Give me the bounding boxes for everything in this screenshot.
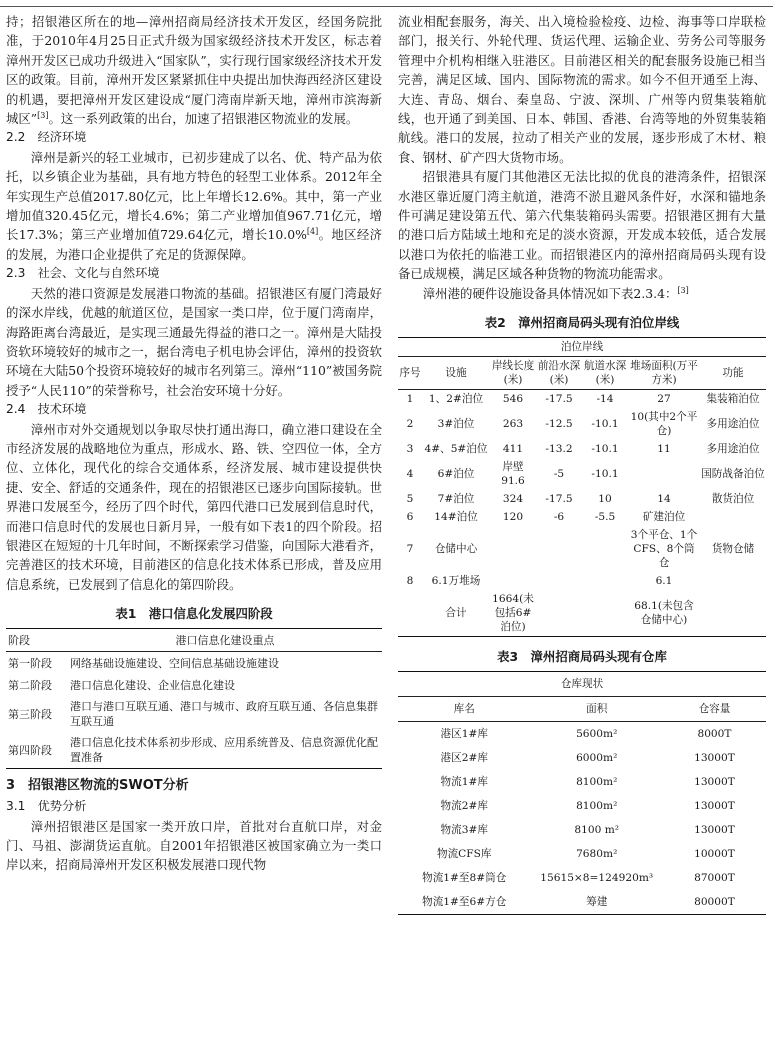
table-cell: 物流1#库 (440, 776, 488, 789)
paragraph-text: 漳州港的硬件设施设备具体情况如下表2.3.4： (422, 285, 678, 301)
table-cell (700, 572, 766, 590)
table-cell: 10 (598, 493, 612, 506)
table-header: 堆场面积(万平方米) (628, 357, 700, 390)
table-row (398, 440, 766, 458)
table-cell: -5.5 (594, 511, 616, 524)
table-cell: 546 (502, 393, 524, 406)
section-heading: 3 招银港区物流的SWOT分析 (6, 778, 189, 794)
table-1 (6, 628, 382, 769)
table-cell (536, 590, 582, 637)
table-cell: -17.5 (545, 393, 573, 406)
paragraph: 招银港具有厦门其他港区无法比拟的优良的港湾条件，招银深水港区靠近厦门湾主航道，港湾不淤且避风条件好，水深和锚地条件可满足建设第五代、第六代集装箱码头需要。招银港区拥有大量的港口后方陆域土地和充足的淡水资源，开发成本较低，适合发展以港口为依托的临港工业。而招银港区内的漳州招商局码头现有设备已成规模，满足区域各种货物的物流功能需求。 (398, 169, 766, 282)
table-caption: 表1 港口信息化发展四阶段 (115, 606, 273, 622)
table-cell (582, 526, 628, 572)
table-cell: 8100m² (576, 776, 618, 789)
table-cell (490, 572, 536, 590)
table-row (398, 842, 766, 866)
paragraph (6, 148, 382, 264)
table-cell: 120 (502, 511, 524, 524)
paragraph: 天然的港口资源是发展港口物流的基础。招银港区有厦门湾最好的深水岸线，优越的航道区位，是国家一类口岸，位于厦门湾南岸，海路距离台湾最近，是实现三通最先得益的港口之一。漳州是大陆投资软环境较好的城市之一，据台湾电子机电协会评估，漳州的投资软环境在大陆50个投资环境较好的城市名列第三。漳州“110”被国务院授予“人民110”的荣誉称号，社会治安环境十分好。 (6, 285, 382, 398)
paragraph: 流业相配套服务，海关、出入境检验检疫、边检、海事等口岸联检部门，报关行、外轮代理、货运代理、运输企业、劳务公司等服务管理中介机构相继入驻港区。目前港区相关的配套服务设施已相当完善，满足区域、国内、国际物流的需求。如今不但开通至上海、大连、青岛、烟台、秦皇岛、宁波、深圳、广州等内贸集装箱航线，也开通了到美国、日本、韩国、香港、台湾等地的外贸集装箱航线。港口的发展，拉动了相关产业的发展，逐步形成了木材、粮食、钢材、矿产四大货物市场。 (398, 14, 766, 165)
section-heading: 2.2 经济环境 (6, 130, 87, 145)
table-cell: 13000T (694, 800, 735, 813)
table-cell: 13000T (694, 824, 735, 837)
table-cell: 14#泊位 (434, 511, 478, 524)
table-cell: 多用途泊位 (706, 418, 760, 431)
table-cell: -17.5 (545, 493, 573, 506)
table-row (6, 732, 382, 769)
paragraph: 漳州招银港区是国家一类开放口岸，首批对台直航口岸，对金门、马祖、澎湖货运直航。自2001年招银港区被国家确立为一类口岸以来，招商局漳州开发区积极发展港口现代物 (6, 818, 382, 873)
table-cell: 散货泊位 (711, 493, 755, 506)
section-heading: 2.3 社会、文化与自然环境 (6, 266, 160, 281)
table-cell: 6000m² (576, 752, 618, 765)
table-3 (398, 671, 766, 915)
table-cell: 6.1 (655, 575, 673, 588)
table-caption: 表3 漳州招商局码头现有仓库 (497, 649, 667, 665)
table-cell: 411 (502, 443, 524, 456)
citation: [3] (677, 285, 689, 295)
table-cell: 1664(未包括6#泊位) (492, 593, 534, 634)
table-cell: 8000T (697, 728, 732, 741)
table-cell: 13000T (694, 752, 735, 765)
table-row (398, 572, 766, 590)
table-group-header: 泊位岸线 (398, 338, 766, 357)
table-cell: 10000T (694, 848, 735, 861)
table-cell: 筹建 (586, 896, 608, 909)
table-cell (398, 590, 422, 637)
table-cell: 第一阶段 (8, 657, 52, 671)
table-cell: 第四阶段 (8, 744, 52, 758)
table-group-header: 仓库现状 (398, 672, 766, 697)
table-cell: 5 (406, 493, 414, 506)
table-row (398, 390, 766, 409)
table-header: 岸线长度(米) (490, 357, 536, 390)
table-cell: 港口信息化建设、企业信息化建设 (70, 678, 235, 692)
table-cell: 物流CFS库 (436, 848, 492, 861)
section-heading: 2.4 技术环境 (6, 402, 87, 417)
table-row (398, 866, 766, 890)
table-row (398, 490, 766, 508)
table-cell: 2 (406, 418, 414, 431)
table-cell: 集装箱泊位 (706, 393, 760, 406)
table-cell: 10(其中2个平仓) (630, 411, 698, 438)
table-row (6, 674, 382, 696)
table-cell: 11 (657, 443, 671, 456)
table-cell: 87000T (694, 872, 735, 885)
table-header: 功能 (700, 357, 766, 390)
table-cell: -10.1 (591, 418, 619, 431)
table-cell: 324 (502, 493, 524, 506)
table-cell: 7#泊位 (437, 493, 475, 506)
table-cell: 7 (406, 543, 414, 556)
table-cell: -13.2 (545, 443, 573, 456)
paragraph-text: 持；招银港区所在的地—漳州招商局经济技术开发区，经国务院批准，于2010年4月25日正式升级为国家级经济技术开发区，标志着漳州开发区已成功升级进入“国家队”，实行现行国家级经济技术开发区的政策。目前，漳州开发区紧紧抓住中央提出加快海西经济区建设的机遇，要把漳州开发区建设成“厦门湾南岸新天地，漳州市滨海新城区” (6, 14, 382, 127)
table-cell: 6.1万堆场 (431, 575, 481, 588)
table-cell (536, 526, 582, 572)
table-cell: 8100m² (576, 800, 618, 813)
table-row (398, 890, 766, 915)
table-row (398, 794, 766, 818)
table-cell: 1 (406, 393, 414, 406)
table-cell: 13000T (694, 776, 735, 789)
table-cell (582, 572, 628, 590)
paragraph: 漳州市对外交通规划以争取尽快打通出海口，确立港口建设在全市经济发展的战略地位为重点，形成水、路、铁、空四位一体，全方位、立体化，现代化的综合交通体系，经济发展、城市建设提供快捷、安全、舒适的交通条件，现在的招银港区已逐步向国际接轨。世界港口发展至今，经历了四个时代，第四代港口已发展到信息时代，而港口信息时代的发展也日新月异，一般有如下表1的四个阶段。招银港区在短短的十几年时间，不断探索学习借鉴，向国际大港看齐，完善港区的技术环境，目前港区的信息化技术体系已形成，普及应用信息系统，已发展到了信息化的第四阶段。 (6, 421, 382, 592)
table-cell: 港区1#库 (440, 728, 488, 741)
table-row (398, 770, 766, 794)
table-cell: 15615×8=124920m³ (540, 872, 654, 885)
citation: [3] (37, 110, 49, 120)
table-cell: 物流3#库 (440, 824, 488, 837)
table-cell: -10.1 (591, 443, 619, 456)
table-header: 阶段 (6, 629, 68, 652)
table-cell: 物流1#至6#方仓 (422, 896, 507, 909)
table-row (6, 652, 382, 675)
table-row (6, 696, 382, 732)
table-cell: 27 (657, 393, 671, 406)
table-cell: 港区2#库 (440, 752, 488, 765)
table-cell: -6 (553, 511, 565, 524)
table-cell: 仓储中心 (434, 543, 478, 556)
table-cell: 国防战备泊位 (701, 468, 765, 481)
paragraph (398, 284, 766, 303)
table-cell: 3 (406, 443, 414, 456)
table-header: 前沿水深(米) (536, 357, 582, 390)
left-column (6, 12, 382, 875)
table-row (398, 526, 766, 572)
table-cell: 5600m² (576, 728, 618, 741)
table-header: 面积 (530, 697, 662, 722)
table-cell: 8100 m² (574, 824, 620, 837)
table-header: 序号 (398, 357, 422, 390)
section-heading: 3.1 优势分析 (6, 799, 87, 814)
table-cell: 1、2#泊位 (428, 393, 484, 406)
table-cell: 多用途泊位 (706, 443, 760, 456)
table-cell: 3#泊位 (437, 418, 475, 431)
table-cell: 物流1#至8#筒仓 (422, 872, 507, 885)
paragraph-text: 漳州是新兴的轻工业城市，已初步建成了以名、优、特产品为依托，以乡镇企业为基础，具有地方特色的轻型工业体系。2012年全年实现生产总值2017.80亿元，比上年增长12.6%。其中，第一产业增加值320.45亿元，增长4.6%；第二产业增加值967.71亿元，增长17.3%；第三产业增加值729.64亿元，增长10.0% (6, 149, 382, 243)
table-cell: 4#、5#泊位 (424, 443, 488, 456)
table-cell: 货物仓储 (711, 543, 755, 556)
table-cell: 3个平仓、1个CFS、8个筒仓 (630, 529, 698, 570)
table-cell: 第二阶段 (8, 679, 52, 693)
table-cell: 第三阶段 (8, 708, 52, 722)
table-cell: -12.5 (545, 418, 573, 431)
table-cell: 80000T (694, 896, 735, 909)
paragraph-text: 。这一系列政策的出台，加速了招银港区物流业的发展。 (48, 111, 359, 127)
table-row (398, 722, 766, 747)
header-rule (0, 0, 773, 7)
table-cell (536, 572, 582, 590)
table-cell: 港口信息化技术体系初步形成、应用系统普及、信息资源优化配置准备 (70, 736, 378, 765)
table-header: 库名 (398, 697, 530, 722)
table-cell: 岸壁91.6 (501, 461, 525, 488)
table-row (398, 408, 766, 440)
table-cell: 6 (406, 511, 414, 524)
table-row (398, 508, 766, 526)
table-caption: 表2 漳州招商局码头现有泊位岸线 (484, 315, 680, 331)
citation: [4] (306, 227, 319, 237)
table-cell: 4 (406, 468, 414, 481)
table-cell: 矿建泊位 (642, 511, 686, 524)
table-cell: -10.1 (591, 468, 619, 481)
table-cell (700, 508, 766, 526)
table-row (398, 590, 766, 637)
table-cell (490, 526, 536, 572)
table-row (398, 458, 766, 490)
table-cell: 263 (502, 418, 524, 431)
table-cell (628, 458, 700, 490)
table-cell: 物流2#库 (440, 800, 488, 813)
table-row (398, 746, 766, 770)
paragraph-text: 。地区经济的发展，为港口企业提供了充足的货源保障。 (6, 227, 382, 262)
table-cell: 6#泊位 (437, 468, 475, 481)
paragraph (6, 12, 382, 128)
table-cell: 合计 (445, 607, 467, 620)
table-cell: 网络基础设施建设、空间信息基础设施建设 (70, 656, 279, 670)
right-column (398, 12, 766, 915)
table-cell: 8 (406, 575, 414, 588)
table-cell: 港口与港口互联互通、港口与城市、政府互联互通、各信息集群互联互通 (70, 700, 378, 729)
table-header: 仓容量 (663, 697, 766, 722)
table-cell: 14 (657, 493, 671, 506)
table-cell: -5 (553, 468, 565, 481)
table-cell (700, 590, 766, 637)
table-cell: 7680m² (576, 848, 618, 861)
table-cell (582, 590, 628, 637)
table-cell: 68.1(未包含仓储中心) (634, 600, 694, 627)
table-cell: -14 (596, 393, 614, 406)
table-row (398, 818, 766, 842)
table-header: 设施 (422, 357, 490, 390)
table-header: 航道水深(米) (582, 357, 628, 390)
table-header: 港口信息化建设重点 (68, 629, 382, 652)
table-2 (398, 337, 766, 637)
